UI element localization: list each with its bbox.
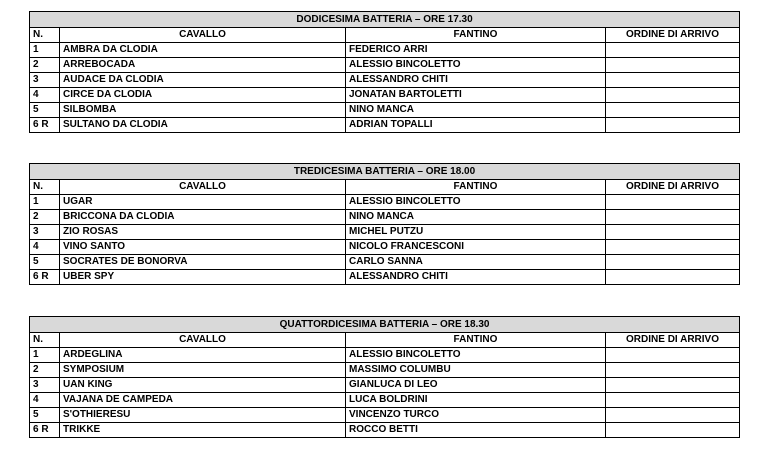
header-n: N. [30,333,60,348]
cell-fantino: NICOLO FRANCESCONI [346,240,606,255]
cell-n: 2 [30,363,60,378]
cell-ordine[interactable] [606,118,740,133]
cell-ordine[interactable] [606,270,740,285]
header-n: N. [30,28,60,43]
cell-fantino: ALESSIO BINCOLETTO [346,195,606,210]
header-row [30,28,740,43]
table-row [30,103,740,118]
table-row [30,210,740,225]
cell-cavallo: SOCRATES DE BONORVA [60,255,346,270]
table-row [30,393,740,408]
cell-cavallo: VAJANA DE CAMPEDA [60,393,346,408]
table-row [30,58,740,73]
cell-n: 2 [30,210,60,225]
header-ordine: ORDINE DI ARRIVO [606,333,740,348]
cell-fantino: ALESSANDRO CHITI [346,73,606,88]
cell-cavallo: UAN KING [60,378,346,393]
cell-cavallo: S'OTHIERESU [60,408,346,423]
cell-cavallo: VINO SANTO [60,240,346,255]
cell-cavallo: ARDEGLINA [60,348,346,363]
batteria-title: TREDICESIMA BATTERIA – ORE 18.00 [30,164,740,180]
cell-cavallo: SILBOMBA [60,103,346,118]
cell-n: 2 [30,58,60,73]
table-row [30,363,740,378]
cell-fantino: VINCENZO TURCO [346,408,606,423]
cell-fantino: ALESSIO BINCOLETTO [346,58,606,73]
cell-cavallo: SYMPOSIUM [60,363,346,378]
cell-n: 4 [30,393,60,408]
cell-fantino: MASSIMO COLUMBU [346,363,606,378]
table-row [30,225,740,240]
cell-cavallo: AMBRA DA CLODIA [60,43,346,58]
batteria-table [29,11,740,133]
table-row [30,348,740,363]
header-fantino: FANTINO [346,28,606,43]
cell-fantino: ADRIAN TOPALLI [346,118,606,133]
cell-cavallo: SULTANO DA CLODIA [60,118,346,133]
cell-fantino: JONATAN BARTOLETTI [346,88,606,103]
table-row [30,240,740,255]
cell-n: 5 [30,103,60,118]
cell-ordine[interactable] [606,423,740,438]
table-row [30,195,740,210]
cell-cavallo: ARREBOCADA [60,58,346,73]
cell-fantino: ALESSANDRO CHITI [346,270,606,285]
cell-n: 4 [30,88,60,103]
cell-n: 1 [30,195,60,210]
cell-ordine[interactable] [606,58,740,73]
table-row [30,423,740,438]
cell-ordine[interactable] [606,210,740,225]
cell-ordine[interactable] [606,363,740,378]
batteria-title: QUATTORDICESIMA BATTERIA – ORE 18.30 [30,317,740,333]
cell-n: 6 R [30,118,60,133]
cell-n: 6 R [30,423,60,438]
cell-n: 5 [30,255,60,270]
table-row [30,378,740,393]
cell-n: 4 [30,240,60,255]
cell-ordine[interactable] [606,43,740,58]
header-ordine: ORDINE DI ARRIVO [606,180,740,195]
header-cavallo: CAVALLO [60,333,346,348]
cell-n: 1 [30,43,60,58]
batteria-title-row [30,164,740,180]
table-row [30,270,740,285]
table-row [30,118,740,133]
cell-cavallo: AUDACE DA CLODIA [60,73,346,88]
cell-fantino: ROCCO BETTI [346,423,606,438]
table-row [30,43,740,58]
table-row [30,88,740,103]
cell-n: 3 [30,378,60,393]
cell-cavallo: CIRCE DA CLODIA [60,88,346,103]
cell-ordine[interactable] [606,378,740,393]
batteria-table [29,163,740,285]
cell-fantino: FEDERICO ARRI [346,43,606,58]
cell-n: 3 [30,225,60,240]
header-cavallo: CAVALLO [60,180,346,195]
header-cavallo: CAVALLO [60,28,346,43]
header-ordine: ORDINE DI ARRIVO [606,28,740,43]
cell-n: 5 [30,408,60,423]
cell-fantino: NINO MANCA [346,103,606,118]
cell-n: 3 [30,73,60,88]
cell-ordine[interactable] [606,408,740,423]
table-row [30,255,740,270]
header-n: N. [30,180,60,195]
cell-ordine[interactable] [606,103,740,118]
cell-fantino: GIANLUCA DI LEO [346,378,606,393]
cell-cavallo: UBER SPY [60,270,346,285]
header-fantino: FANTINO [346,333,606,348]
batteria-title: DODICESIMA BATTERIA – ORE 17.30 [30,12,740,28]
table-row [30,73,740,88]
cell-ordine[interactable] [606,195,740,210]
cell-fantino: CARLO SANNA [346,255,606,270]
batteria-table [29,316,740,438]
cell-fantino: MICHEL PUTZU [346,225,606,240]
cell-ordine[interactable] [606,73,740,88]
batteria-title-row [30,317,740,333]
cell-ordine[interactable] [606,88,740,103]
cell-n: 6 R [30,270,60,285]
cell-fantino: NINO MANCA [346,210,606,225]
table-row [30,408,740,423]
cell-ordine[interactable] [606,348,740,363]
cell-cavallo: TRIKKE [60,423,346,438]
cell-cavallo: ZIO ROSAS [60,225,346,240]
cell-n: 1 [30,348,60,363]
cell-ordine[interactable] [606,255,740,270]
cell-cavallo: UGAR [60,195,346,210]
header-row [30,333,740,348]
cell-fantino: ALESSIO BINCOLETTO [346,348,606,363]
cell-ordine[interactable] [606,393,740,408]
header-fantino: FANTINO [346,180,606,195]
cell-cavallo: BRICCONA DA CLODIA [60,210,346,225]
header-row [30,180,740,195]
cell-fantino: LUCA BOLDRINI [346,393,606,408]
batteria-title-row [30,12,740,28]
cell-ordine[interactable] [606,240,740,255]
cell-ordine[interactable] [606,225,740,240]
